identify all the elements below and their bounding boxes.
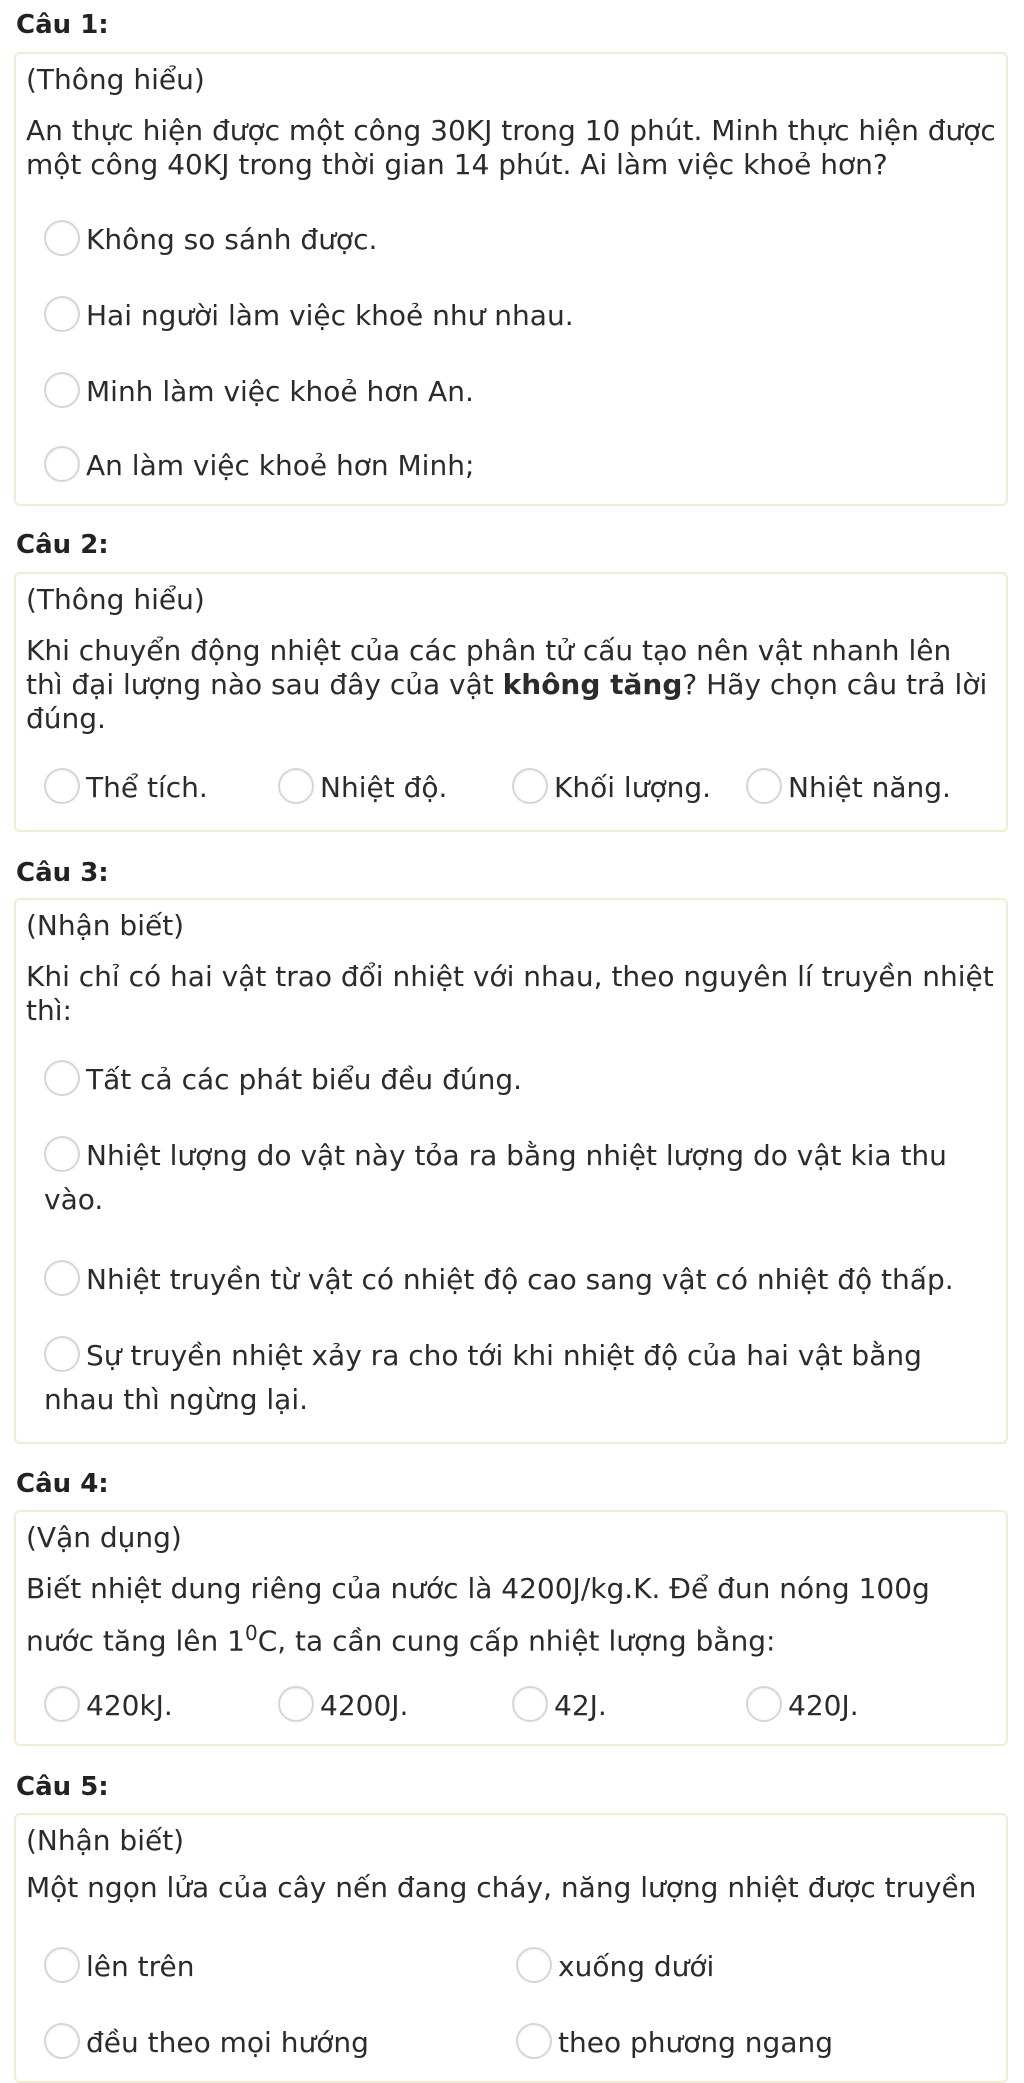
- option-label: lên trên: [86, 1950, 195, 1983]
- question-4-title: Câu 4:: [16, 1469, 109, 1499]
- radio-button[interactable]: [44, 2023, 80, 2059]
- answer-option[interactable]: [44, 1334, 994, 1422]
- answer-option[interactable]: [516, 2021, 833, 2065]
- option-label: 420J.: [788, 1689, 859, 1722]
- question-2-title: Câu 2:: [16, 530, 109, 560]
- answer-option[interactable]: [512, 766, 711, 810]
- option-label: xuống dưới: [558, 1950, 715, 1983]
- stem-text: ? Hãy chọn câu trả lời đúng.: [26, 668, 988, 735]
- question-1-card: [14, 52, 1008, 506]
- option-label: Hai người làm việc khoẻ như nhau.: [86, 299, 574, 332]
- option-label: 420kJ.: [86, 1689, 173, 1722]
- stem-text: Khi chuyển động nhiệt của các phân tử cấu tạo nên vật nhanh lên thì đại lượng nào sau đây của vật: [26, 634, 952, 701]
- radio-button[interactable]: [44, 1336, 80, 1372]
- option-label: Sự truyền nhiệt xảy ra cho tới khi nhiệt độ của hai vật bằng nhau thì ngừng lại.: [44, 1339, 922, 1416]
- radio-button[interactable]: [44, 1136, 80, 1172]
- question-5-title: Câu 5:: [16, 1772, 109, 1802]
- question-3-card: [14, 898, 1008, 1444]
- radio-button[interactable]: [512, 768, 548, 804]
- radio-button[interactable]: [44, 1060, 80, 1096]
- question-level: (Nhận biết): [26, 909, 185, 942]
- stem-line: Biết nhiệt dung riêng của nước là 4200J/kg.K. Để đun nóng 100g: [26, 1572, 930, 1605]
- answer-option[interactable]: [44, 218, 377, 262]
- degree-superscript: 0: [244, 1621, 258, 1645]
- answer-option[interactable]: [44, 370, 474, 414]
- option-label: Nhiệt lượng do vật này tỏa ra bằng nhiệt lượng do vật kia thu vào.: [44, 1139, 947, 1216]
- radio-button[interactable]: [44, 1947, 80, 1983]
- question-level: (Thông hiểu): [26, 583, 205, 616]
- answer-option[interactable]: [44, 766, 208, 810]
- answer-option[interactable]: [512, 1684, 607, 1728]
- answer-option[interactable]: [44, 1058, 522, 1102]
- radio-button[interactable]: [44, 768, 80, 804]
- answer-option[interactable]: [516, 1945, 714, 1989]
- radio-button[interactable]: [44, 296, 80, 332]
- answer-option[interactable]: [44, 444, 474, 488]
- question-level: (Nhận biết): [26, 1824, 185, 1857]
- option-label: Tất cả các phát biểu đều đúng.: [86, 1063, 523, 1096]
- option-label: Nhiệt truyền từ vật có nhiệt độ cao sang vật có nhiệt độ thấp.: [86, 1263, 954, 1296]
- question-5-card: [14, 1813, 1008, 2083]
- option-label: đều theo mọi hướng: [86, 2026, 369, 2059]
- option-label: theo phương ngang: [558, 2026, 833, 2059]
- question-stem: Một ngọn lửa của cây nến đang cháy, năng lượng nhiệt được truyền: [26, 1871, 977, 1904]
- question-stem: [26, 1572, 996, 1658]
- question-level: (Vận dụng): [26, 1521, 182, 1554]
- option-label: 4200J.: [320, 1689, 409, 1722]
- answer-option[interactable]: [44, 1134, 994, 1222]
- option-label: Nhiệt năng.: [788, 771, 951, 804]
- question-3-title: Câu 3:: [16, 858, 109, 888]
- answer-option[interactable]: [44, 294, 574, 338]
- option-label: An làm việc khoẻ hơn Minh;: [86, 449, 475, 482]
- radio-button[interactable]: [44, 1686, 80, 1722]
- radio-button[interactable]: [278, 768, 314, 804]
- answer-option[interactable]: [278, 766, 447, 810]
- option-label: Nhiệt độ.: [320, 771, 448, 804]
- option-label: Thể tích.: [86, 771, 208, 804]
- answer-option[interactable]: [746, 1684, 859, 1728]
- radio-button[interactable]: [516, 1947, 552, 1983]
- question-stem: An thực hiện được một công 30KJ trong 10 phút. Minh thực hiện được một công 40KJ trong thời gian 14 phút. Ai làm việc khoẻ hơn?: [26, 114, 996, 181]
- question-stem: [26, 634, 996, 736]
- stem-emphasis: không tăng: [502, 668, 683, 701]
- radio-button[interactable]: [44, 1260, 80, 1296]
- radio-button[interactable]: [512, 1686, 548, 1722]
- radio-button[interactable]: [44, 372, 80, 408]
- answer-option[interactable]: [746, 766, 951, 810]
- option-label: Khối lượng.: [554, 771, 711, 804]
- question-1-title: Câu 1:: [16, 10, 109, 40]
- answer-option[interactable]: [44, 1684, 173, 1728]
- option-label: 42J.: [554, 1689, 607, 1722]
- radio-button[interactable]: [516, 2023, 552, 2059]
- option-label: Không so sánh được.: [86, 223, 378, 256]
- answer-option[interactable]: [278, 1684, 408, 1728]
- answer-option[interactable]: [44, 1945, 195, 1989]
- stem-text: nước tăng lên 1: [26, 1624, 245, 1658]
- radio-button[interactable]: [278, 1686, 314, 1722]
- radio-button[interactable]: [44, 220, 80, 256]
- answer-option[interactable]: [44, 1258, 954, 1302]
- stem-line: [26, 1616, 996, 1658]
- radio-button[interactable]: [746, 768, 782, 804]
- radio-button[interactable]: [44, 446, 80, 482]
- question-level: (Thông hiểu): [26, 63, 205, 96]
- radio-button[interactable]: [746, 1686, 782, 1722]
- answer-option[interactable]: [44, 2021, 369, 2065]
- option-label: Minh làm việc khoẻ hơn An.: [86, 375, 474, 408]
- question-4-card: [14, 1510, 1008, 1746]
- question-2-card: [14, 572, 1008, 832]
- stem-text: C, ta cần cung cấp nhiệt lượng bằng:: [257, 1624, 776, 1658]
- question-stem: Khi chỉ có hai vật trao đổi nhiệt với nhau, theo nguyên lí truyền nhiệt thì:: [26, 960, 994, 1027]
